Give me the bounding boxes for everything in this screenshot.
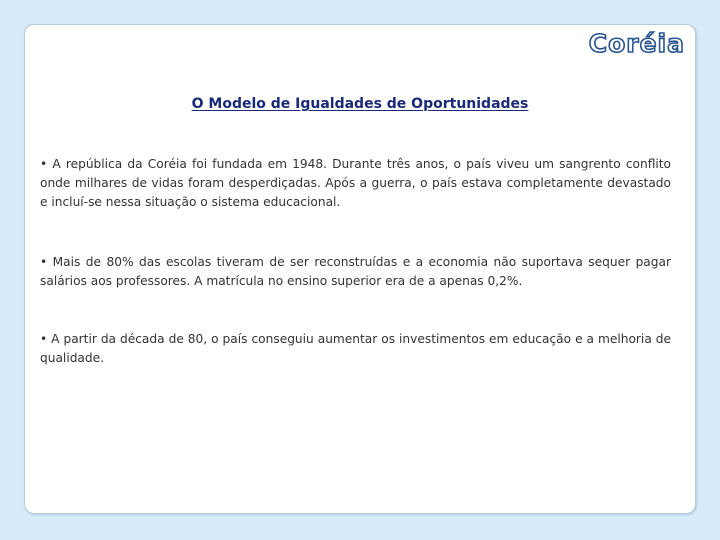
paragraph-1: • A república da Coréia foi fundada em 1948. Durante três anos, o país viveu um sangrento conflito onde milhares de vidas foram desperdiçadas. Após a guerra, o país estava completamente devastado e incluí-se nessa situação o sistema educacional. [40,157,671,209]
slide-title: O Modelo de Igualdades de Oportunidades [191,96,529,112]
slide-card [24,24,696,514]
slide-brand-title: Coréia [588,29,685,58]
paragraph-2: • Mais de 80% das escolas tiveram de ser reconstruídas e a economia não suportava sequer pagar salários aos professores. A matrícula no ensino superior era de a apenas 0,2%. [40,255,671,288]
paragraph-3: • A partir da década de 80, o país conseguiu aumentar os investimentos em educação e a melhoria de qualidade. [40,332,671,365]
